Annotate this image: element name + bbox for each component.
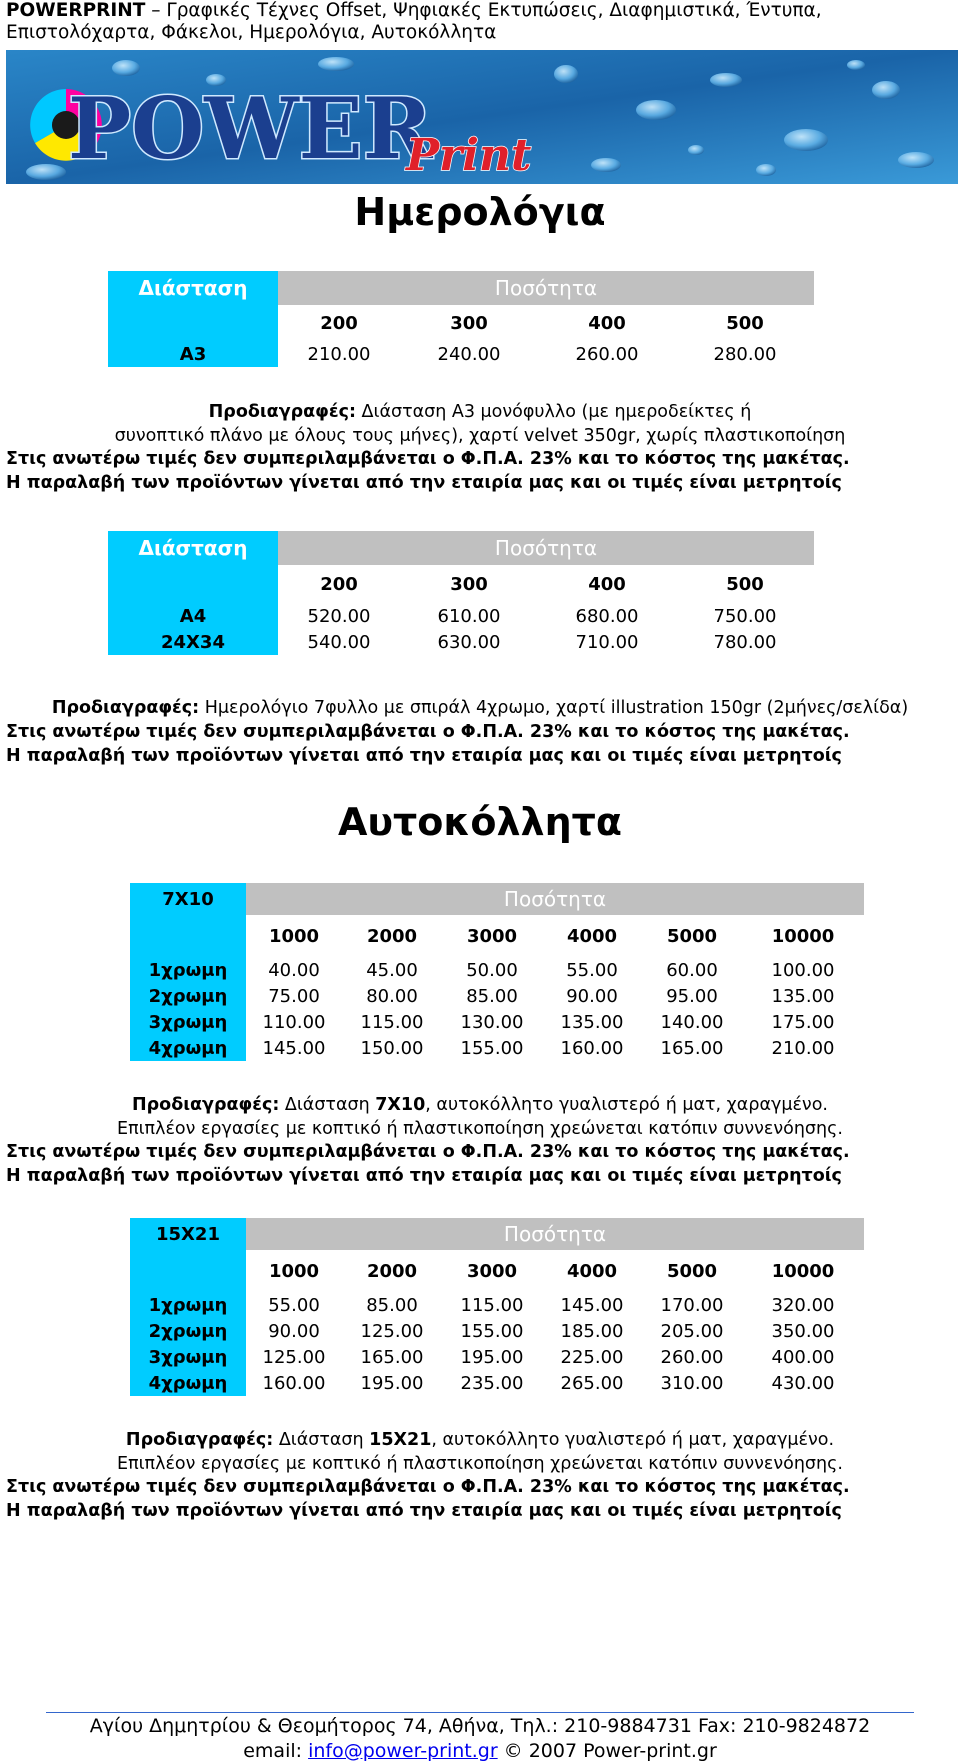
price-cell: 280.00 xyxy=(713,343,777,365)
price-cell: 85.00 xyxy=(466,985,518,1007)
qty-value: 2000 xyxy=(366,925,418,947)
price-cell: 400.00 xyxy=(771,1346,835,1368)
logo-power-text: POWER xyxy=(68,79,433,178)
price-cell: 205.00 xyxy=(660,1320,724,1342)
price-cell: 260.00 xyxy=(575,343,639,365)
price-cell: 265.00 xyxy=(560,1372,624,1394)
price-cell: 115.00 xyxy=(360,1011,424,1033)
qty-value: 4000 xyxy=(566,925,618,947)
page-footer xyxy=(0,1714,960,1764)
price-cell: 45.00 xyxy=(366,959,418,981)
vat-text: Στις ανωτέρω τιμές δεν συμπεριλαμβάνεται ο Φ.Π.Α. 23% και το κόστος της μακέτας. xyxy=(6,1477,850,1497)
size-column-header: Διάσταση xyxy=(108,271,278,305)
price-cell: 75.00 xyxy=(268,985,320,1007)
qty-value: 5000 xyxy=(666,925,718,947)
spec-label: Προδιαγραφές: xyxy=(208,402,356,422)
price-cell: 40.00 xyxy=(268,959,320,981)
spec-dimension: 7X10 xyxy=(375,1095,426,1115)
qty-value: 400 xyxy=(588,312,626,334)
price-cell: 430.00 xyxy=(771,1372,835,1394)
price-cell: 240.00 xyxy=(437,343,501,365)
price-cell: 170.00 xyxy=(660,1294,724,1316)
price-cell: 55.00 xyxy=(268,1294,320,1316)
spec-note-15x21 xyxy=(0,1429,960,1476)
qty-value: 300 xyxy=(450,573,488,595)
quantity-header: Ποσότητα xyxy=(278,271,814,305)
section-title-stickers: Αυτοκόλλητα xyxy=(337,800,623,844)
spec-text-end: , αυτοκόλλητο γυαλιστερό ή ματ, χαραγμένο. xyxy=(425,1095,828,1115)
price-cell: 160.00 xyxy=(262,1372,326,1394)
qty-value: 500 xyxy=(726,312,764,334)
price-cell: 145.00 xyxy=(262,1037,326,1059)
brand-name: POWERPRINT xyxy=(6,0,146,21)
qty-value: 3000 xyxy=(466,1260,518,1282)
price-cell: 260.00 xyxy=(660,1346,724,1368)
sticker-price-table-15x21 xyxy=(130,1218,864,1396)
price-cell: 350.00 xyxy=(771,1320,835,1342)
vat-text: Στις ανωτέρω τιμές δεν συμπεριλαμβάνεται ο Φ.Π.Α. 23% και το κόστος της μακέτας. xyxy=(6,449,850,469)
price-cell: 520.00 xyxy=(307,605,371,627)
spec-label: Προδιαγραφές: xyxy=(125,1430,274,1450)
label-spacer xyxy=(130,915,246,957)
price-cell: 610.00 xyxy=(437,605,501,627)
price-cell: 115.00 xyxy=(460,1294,524,1316)
price-cell: 185.00 xyxy=(560,1320,624,1342)
spec-text: Διάσταση xyxy=(279,1095,376,1115)
label-spacer xyxy=(108,305,278,341)
price-cell: 130.00 xyxy=(460,1011,524,1033)
qty-value: 500 xyxy=(726,573,764,595)
row-label: 4χρωμη xyxy=(130,1035,246,1061)
row-label: A3 xyxy=(108,341,278,367)
size-column-header: 15X21 xyxy=(130,1218,246,1250)
header-tagline-line2: Επιστολόχαρτα, Φάκελοι, Ημερολόγια, Αυτοκόλλητα xyxy=(6,22,497,43)
extra-work-note: Επιπλέον εργασίες με κοπτικό ή πλαστικοποίηση χρεώνεται κατόπιν συννενόησης. xyxy=(117,1453,843,1474)
vat-note xyxy=(6,1476,960,1523)
qty-value: 200 xyxy=(320,312,358,334)
qty-value: 300 xyxy=(450,312,488,334)
row-label: A4 xyxy=(108,603,278,629)
footer-copyright: © 2007 Power-print.gr xyxy=(497,1740,717,1762)
banner-graphic xyxy=(6,50,958,184)
page-header xyxy=(6,0,956,44)
price-cell: 135.00 xyxy=(771,985,835,1007)
price-cell: 90.00 xyxy=(566,985,618,1007)
logo-print-text: Print xyxy=(406,130,532,181)
pickup-text: Η παραλαβή των προϊόντων γίνεται από την εταιρία μας και οι τιμές είναι μετρητοίς xyxy=(6,472,842,493)
qty-value: 1000 xyxy=(268,1260,320,1282)
price-cell: 135.00 xyxy=(560,1011,624,1033)
spec-text-continued: συνοπτικό πλάνο με όλους τους μήνες), χαρτί velvet 350gr, χωρίς πλαστικοποίηση xyxy=(114,425,846,446)
qty-value: 2000 xyxy=(366,1260,418,1282)
price-cell: 95.00 xyxy=(666,985,718,1007)
row-label: 4χρωμη xyxy=(130,1370,246,1396)
price-cell: 710.00 xyxy=(575,631,639,653)
price-cell: 165.00 xyxy=(360,1346,424,1368)
price-cell: 195.00 xyxy=(360,1372,424,1394)
size-column-header: Διάσταση xyxy=(108,531,278,565)
row-label: 3χρωμη xyxy=(130,1009,246,1035)
row-label: 2χρωμη xyxy=(130,1318,246,1344)
vat-note xyxy=(6,721,960,768)
row-label: 1χρωμη xyxy=(130,957,246,983)
row-label: 2χρωμη xyxy=(130,983,246,1009)
label-spacer xyxy=(108,565,278,603)
price-cell: 780.00 xyxy=(713,631,777,653)
qty-value: 400 xyxy=(588,573,626,595)
price-cell: 90.00 xyxy=(268,1320,320,1342)
price-cell: 60.00 xyxy=(666,959,718,981)
price-cell: 175.00 xyxy=(771,1011,835,1033)
row-label: 24X34 xyxy=(108,629,278,655)
email-link[interactable]: info@power-print.gr xyxy=(308,1740,498,1762)
qty-value: 10000 xyxy=(771,925,835,947)
quantity-header: Ποσότητα xyxy=(246,883,864,915)
vat-text: Στις ανωτέρω τιμές δεν συμπεριλαμβάνεται ο Φ.Π.Α. 23% και το κόστος της μακέτας. xyxy=(6,1142,850,1162)
qty-value: 200 xyxy=(320,573,358,595)
qty-value: 3000 xyxy=(466,925,518,947)
spec-label: Προδιαγραφές: xyxy=(51,698,200,718)
price-cell: 145.00 xyxy=(560,1294,624,1316)
calendar-price-table-a4 xyxy=(108,531,814,655)
price-cell: 110.00 xyxy=(262,1011,326,1033)
footer-email-label: email: xyxy=(243,1740,309,1762)
price-cell: 540.00 xyxy=(307,631,371,653)
sticker-price-table-7x10 xyxy=(130,883,864,1061)
price-cell: 125.00 xyxy=(262,1346,326,1368)
spec-note-a3 xyxy=(0,401,960,448)
price-cell: 160.00 xyxy=(560,1037,624,1059)
vat-text: Στις ανωτέρω τιμές δεν συμπεριλαμβάνεται ο Φ.Π.Α. 23% και το κόστος της μακέτας. xyxy=(6,722,850,742)
vat-note xyxy=(6,1141,960,1188)
qty-value: 10000 xyxy=(771,1260,835,1282)
pickup-text: Η παραλαβή των προϊόντων γίνεται από την εταιρία μας και οι τιμές είναι μετρητοίς xyxy=(6,745,842,766)
powerprint-banner xyxy=(6,50,958,184)
price-cell: 680.00 xyxy=(575,605,639,627)
price-cell: 125.00 xyxy=(360,1320,424,1342)
spec-text: Ημερολόγιο 7φυλλο με σπιράλ 4χρωμο, χαρτί illustration 150gr (2μήνες/σελίδα) xyxy=(199,698,909,718)
spec-text-end: , αυτοκόλλητο γυαλιστερό ή ματ, χαραγμένο. xyxy=(431,1430,835,1450)
row-label: 1χρωμη xyxy=(130,1292,246,1318)
pickup-text: Η παραλαβή των προϊόντων γίνεται από την εταιρία μας και οι τιμές είναι μετρητοίς xyxy=(6,1165,842,1186)
label-spacer xyxy=(130,1250,246,1292)
spec-note-a4 xyxy=(0,697,960,721)
calendar-price-table-a3 xyxy=(108,271,814,367)
price-cell: 100.00 xyxy=(771,959,835,981)
price-cell: 155.00 xyxy=(460,1037,524,1059)
price-cell: 85.00 xyxy=(366,1294,418,1316)
price-cell: 150.00 xyxy=(360,1037,424,1059)
qty-value: 1000 xyxy=(268,925,320,947)
qty-value: 5000 xyxy=(666,1260,718,1282)
spec-dimension: 15X21 xyxy=(369,1430,432,1450)
price-cell: 225.00 xyxy=(560,1346,624,1368)
spec-label: Προδιαγραφές: xyxy=(132,1095,280,1115)
qty-value: 4000 xyxy=(566,1260,618,1282)
pickup-text: Η παραλαβή των προϊόντων γίνεται από την εταιρία μας και οι τιμές είναι μετρητοίς xyxy=(6,1500,842,1521)
price-cell: 320.00 xyxy=(771,1294,835,1316)
price-cell: 50.00 xyxy=(466,959,518,981)
price-cell: 210.00 xyxy=(771,1037,835,1059)
size-column-header: 7X10 xyxy=(130,883,246,915)
vat-note xyxy=(6,448,960,495)
section-title-calendars: Ημερολόγια xyxy=(354,190,606,234)
quantity-header: Ποσότητα xyxy=(246,1218,864,1250)
price-cell: 140.00 xyxy=(660,1011,724,1033)
footer-address: Αγίου Δημητρίου & Θεομήτορος 74, Αθήνα, Τηλ.: 210-9884731 Fax: 210-9824872 xyxy=(89,1715,871,1737)
price-cell: 195.00 xyxy=(460,1346,524,1368)
price-cell: 235.00 xyxy=(460,1372,524,1394)
price-cell: 310.00 xyxy=(660,1372,724,1394)
header-tagline: – Γραφικές Τέχνες Offset, Ψηφιακές Εκτυπώσεις, Διαφημιστικά, Έντυπα, xyxy=(145,0,822,21)
price-cell: 80.00 xyxy=(366,985,418,1007)
price-cell: 750.00 xyxy=(713,605,777,627)
price-cell: 55.00 xyxy=(566,959,618,981)
price-cell: 155.00 xyxy=(460,1320,524,1342)
spec-text: Διάσταση xyxy=(273,1430,370,1450)
quantity-header: Ποσότητα xyxy=(278,531,814,565)
extra-work-note: Επιπλέον εργασίες με κοπτικό ή πλαστικοποίηση χρεώνεται κατόπιν συννενόησης. xyxy=(117,1118,843,1139)
row-label: 3χρωμη xyxy=(130,1344,246,1370)
footer-divider xyxy=(46,1712,914,1713)
price-cell: 630.00 xyxy=(437,631,501,653)
price-cell: 165.00 xyxy=(660,1037,724,1059)
price-cell: 210.00 xyxy=(307,343,371,365)
spec-text: Διάσταση A3 μονόφυλλο (με ημεροδείκτες ή xyxy=(355,402,752,422)
spec-note-7x10 xyxy=(0,1094,960,1141)
